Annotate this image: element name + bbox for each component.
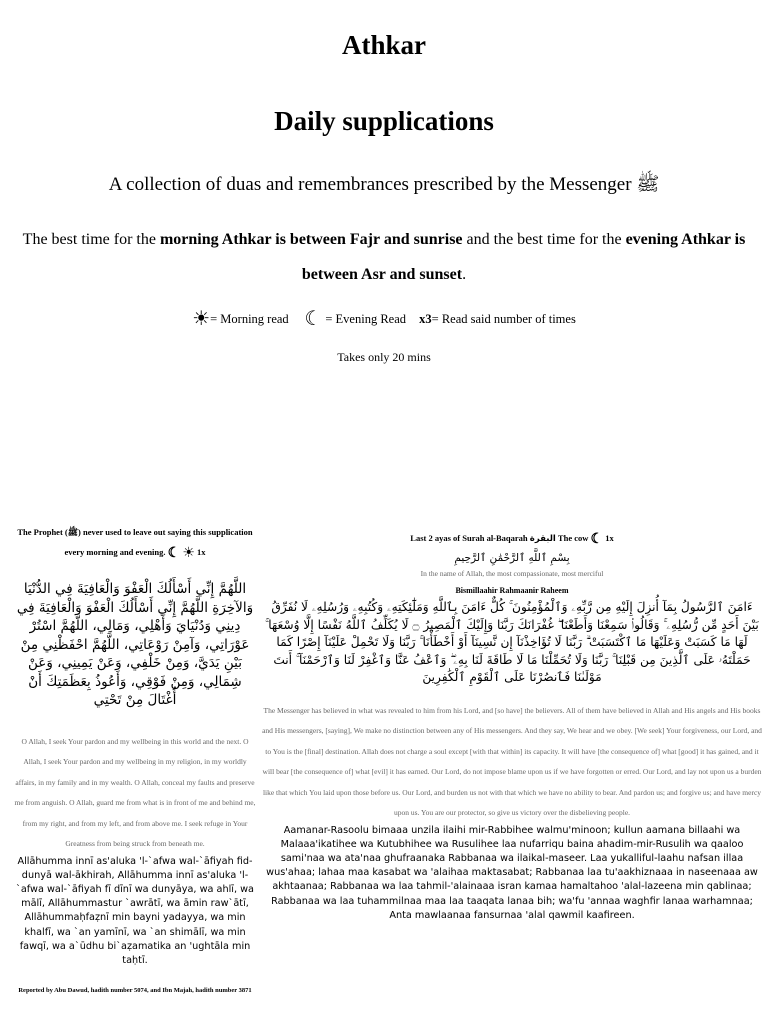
left-heading-text: The Prophet (ﷺ) never used to leave out saying this supplication every morning and evening. bbox=[17, 527, 253, 557]
right-heading bbox=[262, 528, 762, 550]
transliteration: Allāhumma innī as'aluka 'l-`afwa wal-`āfiyah fid-dunyā wal-ākhirah, Allāhumma innī as'aluka 'l-`afwa wal-`āfiyah fī dīnī wa dunyāya, wa ahlī, wa mālī, Allāhummastur `awrātī, wa āmin raw`ātī, Allāhummaḥfaẓnī min bayni yadayya, wa min khalfī, wa `an yamīnī, wa `an shimālī, wa min fawqī, wa a`ūdhu bi`aẓamatika an 'ughtāla min taḥtī. bbox=[16, 855, 254, 966]
bismillah-transliteration: Bismillaahir Rahmaanir Raheem bbox=[455, 586, 569, 595]
moon-icon: ☾ bbox=[167, 546, 181, 561]
repeat-count: 1x bbox=[197, 547, 206, 557]
right-heading-tail: The cow bbox=[557, 533, 589, 543]
legend-count: = Read said number of times bbox=[431, 312, 576, 326]
intro-text: A collection of duas and remembrances prescribed by the Messenger ﷺ bbox=[108, 174, 660, 195]
morning-time-highlight: morning Athkar is between Fajr and sunrise bbox=[159, 231, 463, 248]
legend-morning: = Morning read bbox=[210, 312, 289, 326]
best-time-note bbox=[20, 222, 748, 292]
moon-icon: ☾ bbox=[304, 308, 323, 330]
arabic-text: اللَّهُمَّ إِنِّي أَسْأَلُكَ الْعَفْوَ وَالْعَافِيَةَ فِي الدُّنْيَا وَالآخِرَةِ اللَّهُمَّ إِنِّي أَسْأَلُكَ الْعَفْوَ وَالْعَافِيَةَ فِي دِينِي وَدُنْيَايَ وَأَهْلِي، وَمَالِي، اللَّهُمَّ اسْتُرْ عَوْرَاتِي، وَآمِنْ رَوْعَاتِي، اللَّهُمَّ احْفَظْنِي مِنْ بَيْنِ يَدَيَّ، وَمِنْ خَلْفِي، وَعَنْ يَمِينِي، وَعَنْ شِمَالِي، وَمِنْ فَوْقِي، وَأَعُوذُ بِعَظَمَتِكَ أَنْ أُغْتَالَ مِنْ تَحْتِي bbox=[16, 581, 254, 708]
legend-evening: = Evening Read bbox=[325, 312, 407, 326]
arabic-text: ءَامَنَ ٱلرَّسُولُ بِمَآ أُنزِلَ إِلَيْهِ مِن رَّبِّهِۦ وَٱلْمُؤْمِنُونَ ۚ كُلٌّ ءَامَنَ بِٱللَّهِ وَمَلَٰٓئِكَتِهِۦ وَكُتُبِهِۦ وَرُسُلِهِۦ لَا نُفَرِّقُ بَيْنَ أَحَدٍ مِّن رُّسُلِهِۦ ۚ وَقَالُوا۟ سَمِعْنَا وَأَطَعْنَا ۖ غُفْرَانَكَ رَبَّنَا وَإِلَيْكَ ٱلْمَصِيرُ ۝ لَا يُكَلِّفُ ٱللَّهُ نَفْسًا إِلَّا وُسْعَهَا ۚ لَهَا مَا كَسَبَتْ وَعَلَيْهَا مَا ٱكْتَسَبَتْ ۗ رَبَّنَا لَا تُؤَاخِذْنَآ إِن نَّسِينَآ أَوْ أَخْطَأْنَا ۚ رَبَّنَا وَلَا تَحْمِلْ عَلَيْنَآ إِصْرًا كَمَا حَمَلْتَهُۥ عَلَى ٱلَّذِينَ مِن قَبْلِنَا ۚ رَبَّنَا وَلَا تُحَمِّلْنَا مَا لَا طَاقَةَ لَنَا بِهِۦ ۖ وَٱعْفُ عَنَّا وَٱغْفِرْ لَنَا وَٱرْحَمْنَآ ۚ أَنتَ مَوْلَىٰنَا فَٱنصُرْنَا عَلَى ٱلْقَوْمِ ٱلْكَٰفِرِينَ bbox=[265, 600, 759, 684]
best-time-part: . bbox=[462, 266, 467, 283]
left-heading bbox=[14, 522, 256, 564]
best-time-part: and the best time for the bbox=[462, 231, 626, 248]
bismillah-english: In the name of Allah, the most compassionate, most merciful bbox=[420, 569, 604, 578]
duration-note: Takes only 20 mins bbox=[337, 350, 431, 364]
legend bbox=[0, 306, 768, 331]
english-translation: The Messenger has believed in what was revealed to him from his Lord, and [so have] the believers. All of them have believed in Allah and His angels and His books and His messengers, [saying], We make no distinction between any of His messengers. And they say, We hear and we obey. [We seek] Your forgiveness, our Lord, and to You is the [final] destination. Allah does not charge a soul except [with that within] its capacity. It will have [the consequence of] what [good] it has gained, and it will bear [the consequence of] what [evil] it has earned. Our Lord, do not impose blame upon us if we have forgotten or erred. Our Lord, and lay not upon us a burden like that which You laid upon those before us. Our Lord, and burden us not with that which we have no ability to bear. And pardon us; and forgive us; and have mercy upon us. You are our protector, so give us victory over the disbelieving people. bbox=[262, 705, 762, 817]
hadith-reference: Reported by Abu Dawud, hadith number 5074, and Ibn Majah, hadith number 3871 bbox=[18, 987, 252, 995]
english-translation: O Allah, I seek Your pardon and my wellbeing in this world and the next. O Allah, I seek Your pardon and my wellbeing in my religion, in my worldly affairs, in my family and in my wealth. O Allah, conceal my faults and preserve me from anguish. O Allah, guard me from what is in front of me and behind me, from my right, and from my left, and from above me. I seek refuge in Your Greatness from being struck from beneath me. bbox=[14, 736, 256, 848]
supplication-right bbox=[262, 528, 762, 923]
supplication-left bbox=[14, 522, 256, 998]
count-label: x3 bbox=[419, 312, 432, 326]
page-subtitle: Daily supplications bbox=[274, 106, 494, 136]
best-time-part: The best time for the bbox=[22, 231, 160, 248]
sun-icon: ☀ bbox=[182, 546, 195, 561]
moon-icon: ☾ bbox=[590, 532, 604, 547]
page-title: Athkar bbox=[341, 30, 426, 60]
bismillah-arabic: بِسْمِ ٱللَّهِ ٱلرَّحْمَٰنِ ٱلرَّحِيمِ bbox=[454, 552, 570, 564]
repeat-count: 1x bbox=[605, 533, 614, 543]
right-heading-arabic: البقرة bbox=[529, 534, 556, 544]
right-heading-text: Last 2 ayas of Surah al-Baqarah bbox=[410, 533, 528, 543]
sun-icon: ☀ bbox=[192, 308, 211, 330]
transliteration: Aamanar-Rasoolu bimaaa unzila ilaihi mir-Rabbihee walmu'minoon; kullun aamana billaahi wa Malaaa'ikatihee wa Kutubhihee wa Rusulihee laa nufarriqu baina ahadim-mir-Rusulih wa qaaloo sami'naa wa ata'naa ghufraanaka Rabbanaa wa ilaikal-maseer. Laa yukalliful-laahu nafsan illaa wus'ahaa; lahaa maa kasabat wa 'alaihaa maktasabat; Rabbanaa laa tu'aakhiznaaa in naseenaaa aw akhtaanaa; Rabbanaa wa laa tahmil-'alainaaa isran kamaa hamaltahoo 'alal-lazeena min qablinaa; Rabbanaa wa laa tuhammilnaa maa laa taaqata lanaa bih; wa'fu 'annaa waghfir lanaa warhamnaa; Anta mawlaanaa fansurnaa 'alal qawmil kaafireen. bbox=[266, 824, 758, 921]
evening-time-highlight: evening Athkar is between Asr and sunset bbox=[301, 231, 746, 283]
